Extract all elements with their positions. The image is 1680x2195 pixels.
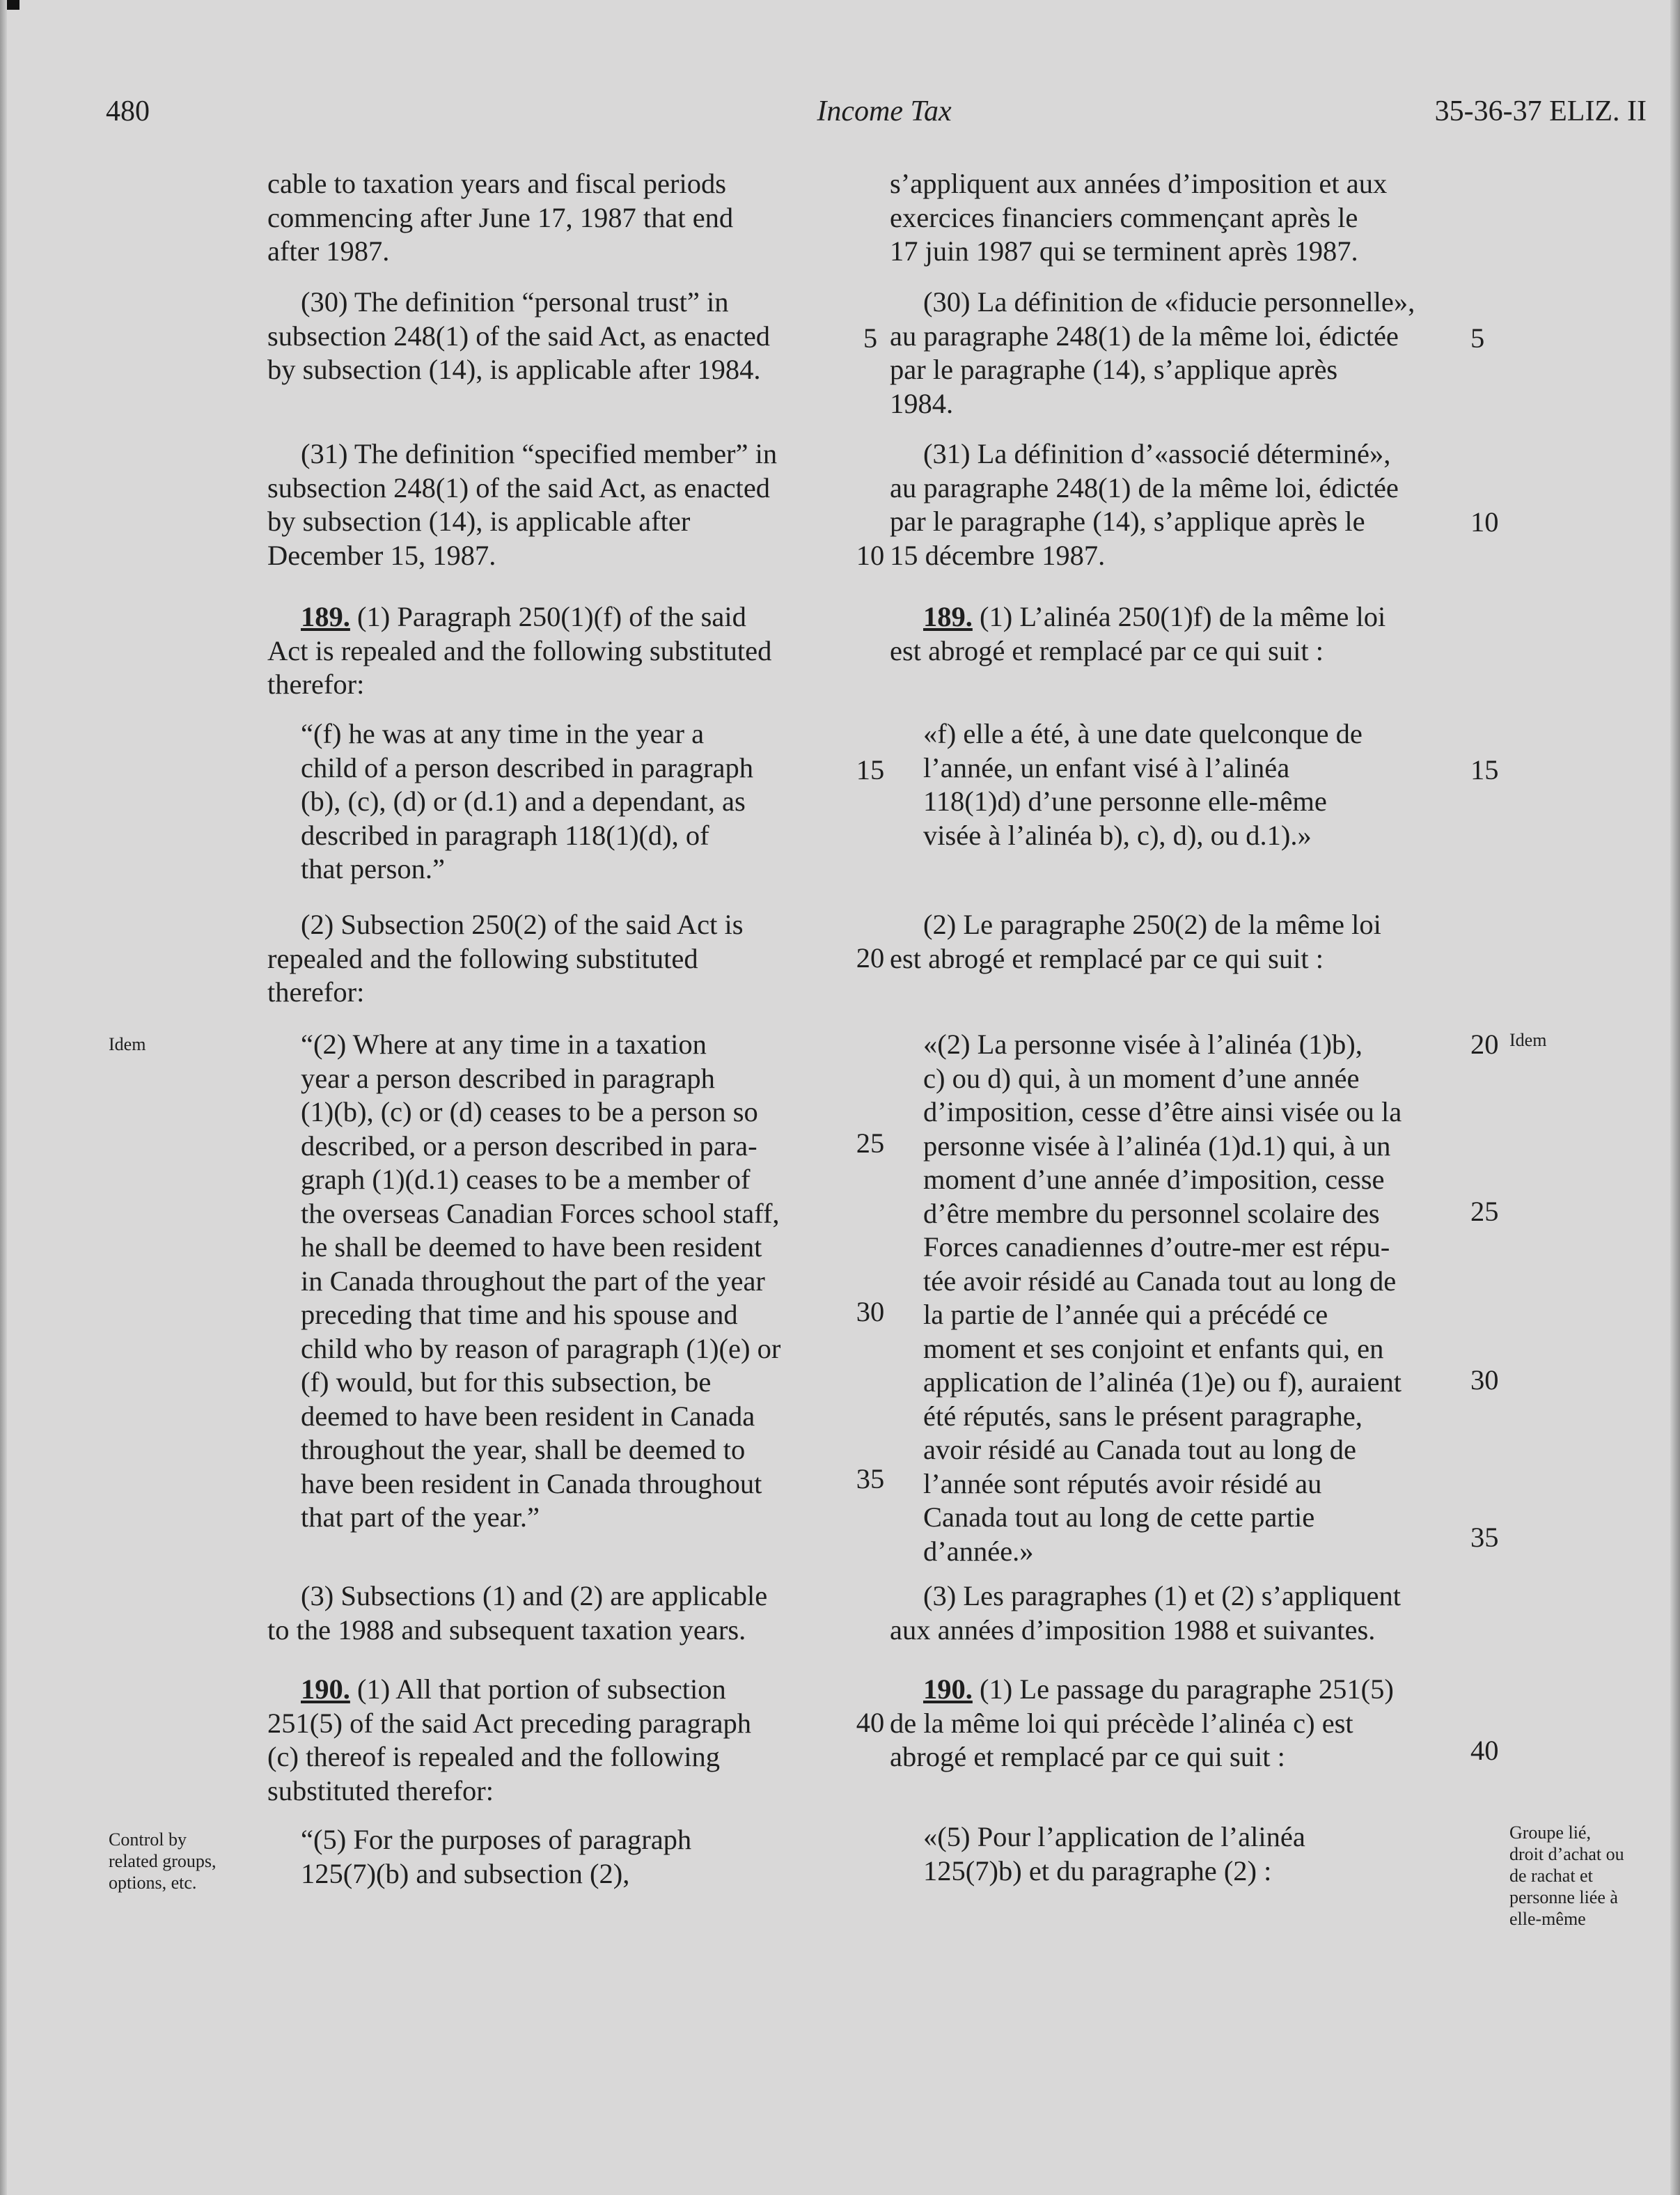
- text-line: 15 décembre 1987.: [890, 539, 1106, 571]
- text-line: by subsection (14), is applicable after 1984.: [267, 354, 761, 385]
- text-line: (3) Subsections (1) and (2) are applicable: [301, 1580, 768, 1611]
- section-number-189-fr: 189.: [923, 601, 973, 632]
- text-line: the overseas Canadian Forces school staff,: [301, 1197, 780, 1229]
- margin-note-control: [109, 1829, 255, 1893]
- text-line: in Canada throughout the part of the year: [301, 1265, 765, 1297]
- line-number: 35: [856, 1463, 885, 1494]
- line-number: 25: [856, 1127, 885, 1159]
- text-fragment: (1) All that portion of subsection: [350, 1673, 726, 1705]
- text-line: 125(7)(b) and subsection (2),: [301, 1857, 630, 1889]
- line-number: 40: [856, 1707, 885, 1738]
- text-line: (f) would, but for this subsection, be: [301, 1366, 712, 1398]
- page-number: 480: [106, 95, 150, 127]
- text-line: described, or a person described in para-: [301, 1130, 757, 1162]
- note-line: droit d’achat ou: [1509, 1844, 1624, 1864]
- line-number: 15: [1470, 754, 1499, 786]
- text-line: c) ou d) qui, à un moment d’une année: [923, 1062, 1360, 1094]
- text-line: deemed to have been resident in Canada: [301, 1400, 755, 1432]
- text-fragment: (1) L’alinéa 250(1)f) de la même loi: [972, 601, 1386, 632]
- english-quote-para-f: [301, 717, 847, 886]
- text-line: [890, 1673, 1466, 1707]
- text-line: (31) La définition d’«associé déterminé»,: [923, 438, 1391, 469]
- text-line: moment d’une année d’imposition, cesse: [923, 1164, 1385, 1195]
- french-section-190: [890, 1673, 1466, 1774]
- regnal-year: 35-36-37 ELIZ. II: [1434, 95, 1647, 127]
- text-line: l’année sont réputés avoir résidé au: [923, 1467, 1322, 1499]
- margin-note-groupe: [1509, 1822, 1649, 1930]
- text-line: par le paragraphe (14), s’applique après: [890, 354, 1338, 385]
- text-line: therefor:: [267, 669, 365, 700]
- text-line: (c) thereof is repealed and the following: [267, 1741, 720, 1772]
- text-line: after 1987.: [267, 235, 390, 267]
- note-line: elle-même: [1509, 1909, 1586, 1929]
- french-quote-para-f: [923, 717, 1466, 852]
- text-line: «(5) Pour l’application de l’alinéa: [923, 1821, 1305, 1852]
- text-fragment: (1) Le passage du paragraphe 251(5): [972, 1673, 1394, 1705]
- text-line: s’appliquent aux années d’imposition et aux: [890, 168, 1388, 199]
- text-line: 1984.: [890, 387, 954, 419]
- line-number: 20: [856, 942, 885, 974]
- note-line: Groupe lié,: [1509, 1822, 1591, 1843]
- text-line: (b), (c), (d) or (d.1) and a dependant, as: [301, 786, 746, 817]
- text-line: 118(1)d) d’une personne elle-même: [923, 786, 1327, 817]
- english-continuation: [267, 167, 847, 269]
- text-line: commencing after June 17, 1987 that end: [267, 201, 734, 233]
- line-number: 5: [1470, 322, 1485, 354]
- french-subsection-31: [890, 437, 1466, 572]
- text-line: moment et ses conjoint et enfants qui, en: [923, 1332, 1384, 1364]
- text-line: (31) The definition “specified member” in: [301, 438, 778, 469]
- line-number: 35: [1470, 1522, 1499, 1553]
- note-line: Control by: [109, 1829, 187, 1850]
- text-line: (1)(b), (c) or (d) ceases to be a person so: [301, 1096, 758, 1127]
- text-line: (2) Subsection 250(2) of the said Act is: [301, 909, 744, 940]
- text-line: abrogé et remplacé par ce qui suit :: [890, 1741, 1285, 1772]
- text-line: throughout the year, shall be deemed to: [301, 1434, 746, 1465]
- text-line: that part of the year.”: [301, 1501, 540, 1533]
- line-number: 30: [856, 1296, 885, 1327]
- text-fragment: (1) Paragraph 250(1)(f) of the said: [350, 601, 746, 632]
- text-line: subsection 248(1) of the said Act, as enacted: [267, 471, 771, 503]
- french-section-189: [890, 600, 1466, 668]
- text-line: exercices financiers commençant après le: [890, 201, 1358, 233]
- french-subsection-250-2: [890, 908, 1466, 976]
- text-line: d’imposition, cesse d’être ainsi visée ou la: [923, 1096, 1402, 1127]
- english-quote-subsection-2: [301, 1028, 847, 1535]
- text-line: «(2) La personne visée à l’alinéa (1)b),: [923, 1029, 1363, 1060]
- text-line: la partie de l’année qui a précédé ce: [923, 1299, 1328, 1330]
- text-line: [890, 600, 1466, 634]
- text-line: au paragraphe 248(1) de la même loi, édictée: [890, 471, 1399, 503]
- section-number-190-fr: 190.: [923, 1673, 973, 1705]
- text-line: child of a person described in paragraph: [301, 751, 753, 783]
- text-line: that person.”: [301, 853, 445, 884]
- text-line: by subsection (14), is applicable after: [267, 506, 691, 537]
- text-line: “(f) he was at any time in the year a: [301, 718, 705, 749]
- text-line: Forces canadiennes d’outre-mer est répu-: [923, 1231, 1390, 1263]
- text-line: personne visée à l’alinéa (1)d.1) qui, à un: [923, 1130, 1391, 1162]
- text-line: (3) Les paragraphes (1) et (2) s’appliquent: [923, 1580, 1401, 1611]
- note-line: options, etc.: [109, 1873, 197, 1893]
- text-line: preceding that time and his spouse and: [301, 1299, 738, 1330]
- english-section-190: [267, 1673, 847, 1808]
- text-line: été réputés, sans le présent paragraphe,: [923, 1400, 1363, 1432]
- text-line: subsection 248(1) of the said Act, as enacted: [267, 320, 771, 352]
- english-section-189: [267, 600, 847, 702]
- french-subsection-30: [890, 286, 1466, 421]
- text-line: 251(5) of the said Act preceding paragraph: [267, 1707, 751, 1739]
- french-continuation: [890, 167, 1466, 269]
- line-number: 40: [1470, 1735, 1499, 1766]
- margin-note-idem: Idem: [109, 1034, 146, 1054]
- line-number: 15: [856, 754, 885, 786]
- line-number: 20: [1470, 1029, 1499, 1060]
- text-line: he shall be deemed to have been resident: [301, 1231, 762, 1263]
- text-line: (30) The definition “personal trust” in: [301, 286, 729, 318]
- text-line: par le paragraphe (14), s’applique après le: [890, 506, 1365, 537]
- french-subsection-3: [890, 1579, 1466, 1647]
- page-edge-right: [1670, 0, 1680, 2195]
- english-subsection-30: [267, 286, 847, 387]
- text-line: child who by reason of paragraph (1)(e) or: [301, 1332, 781, 1364]
- text-line: aux années d’imposition 1988 et suivantes.: [890, 1614, 1376, 1646]
- margin-note-idem-fr: Idem: [1509, 1030, 1547, 1050]
- text-line: therefor:: [267, 976, 365, 1008]
- text-line: de la même loi qui précède l’alinéa c) est: [890, 1707, 1353, 1739]
- text-line: described in paragraph 118(1)(d), of: [301, 819, 709, 851]
- text-line: Canada tout au long de cette partie: [923, 1501, 1315, 1533]
- running-title: Income Tax: [817, 95, 952, 127]
- text-line: graph (1)(d.1) ceases to be a member of: [301, 1164, 751, 1195]
- note-line: related groups,: [109, 1851, 217, 1871]
- text-line: year a person described in paragraph: [301, 1062, 715, 1094]
- text-line: cable to taxation years and fiscal periods: [267, 168, 726, 199]
- text-line: d’année.»: [923, 1535, 1034, 1567]
- text-line: substituted therefor:: [267, 1774, 494, 1806]
- text-line: l’année, un enfant visé à l’alinéa: [923, 751, 1290, 783]
- english-quote-subsection-5: [301, 1823, 847, 1891]
- text-line: have been resident in Canada throughout: [301, 1467, 762, 1499]
- page-edge-left: [0, 0, 7, 2195]
- english-subsection-250-2: [267, 908, 847, 1010]
- text-line: [267, 600, 847, 634]
- text-line: (2) Le paragraphe 250(2) de la même loi: [923, 909, 1381, 940]
- line-number: 30: [1470, 1364, 1499, 1396]
- section-number-190: 190.: [301, 1673, 350, 1705]
- text-line: est abrogé et remplacé par ce qui suit :: [890, 634, 1324, 666]
- line-number: 5: [863, 322, 878, 354]
- text-line: au paragraphe 248(1) de la même loi, édictée: [890, 320, 1399, 352]
- text-line: visée à l’alinéa b), c), d), ou d.1).»: [923, 819, 1312, 851]
- text-line: 17 juin 1987 qui se terminent après 1987.: [890, 235, 1358, 267]
- text-line: avoir résidé au Canada tout au long de: [923, 1434, 1356, 1465]
- text-line: Act is repealed and the following substituted: [267, 634, 772, 666]
- line-number: 10: [856, 540, 885, 571]
- text-line: (30) La définition de «fiducie personnelle»,: [923, 286, 1415, 318]
- text-line: to the 1988 and subsequent taxation years.: [267, 1614, 746, 1646]
- line-number: 25: [1470, 1196, 1499, 1227]
- text-line: 125(7)b) et du paragraphe (2) :: [923, 1854, 1272, 1887]
- text-line: December 15, 1987.: [267, 539, 496, 571]
- text-line: est abrogé et remplacé par ce qui suit :: [890, 942, 1324, 974]
- text-line: d’être membre du personnel scolaire des: [923, 1197, 1380, 1229]
- english-subsection-3: [267, 1579, 847, 1647]
- text-line: “(2) Where at any time in a taxation: [301, 1029, 707, 1060]
- text-line: «f) elle a été, à une date quelconque de: [923, 718, 1363, 749]
- text-line: repealed and the following substituted: [267, 942, 698, 974]
- english-subsection-31: [267, 437, 847, 572]
- french-quote-subsection-2: [923, 1028, 1466, 1568]
- section-number-189: 189.: [301, 601, 350, 632]
- text-line: tée avoir résidé au Canada tout au long de: [923, 1265, 1397, 1297]
- text-line: application de l’alinéa (1)e) ou f), auraient: [923, 1366, 1402, 1398]
- french-quote-subsection-5: [923, 1820, 1466, 1888]
- line-number: 10: [1470, 506, 1499, 538]
- text-line: “(5) For the purposes of paragraph: [301, 1824, 692, 1855]
- text-line: [267, 1673, 847, 1707]
- note-line: de rachat et: [1509, 1866, 1593, 1886]
- note-line: personne liée à: [1509, 1887, 1618, 1907]
